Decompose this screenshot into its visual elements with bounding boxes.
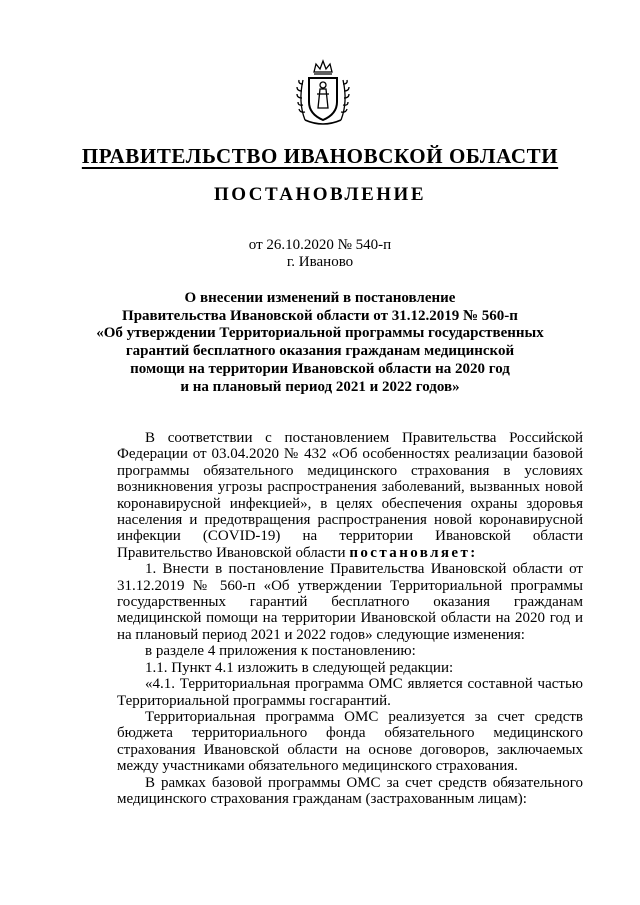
- heading-line: помощи на территории Ивановской области на 2020 год: [130, 360, 510, 377]
- heading-line: О внесении изменений в постановление: [184, 290, 456, 306]
- decree-word: постановляет:: [349, 544, 478, 561]
- body-paragraph: Территориальная программа ОМС реализуется за счет средств бюджета территориального фонда обязательного медицинского страхования Ивановской области на основе договоров, заключаемых между участниками обязательного медицинского страхования.: [117, 708, 583, 775]
- government-name: ПРАВИТЕЛЬСТВО ИВАНОВСКОЙ ОБЛАСТИ: [81, 144, 559, 168]
- date-and-number: от 26.10.2020 № 540-п: [248, 237, 392, 253]
- heading-line: и на плановый период 2021 и 2022 годов»: [180, 378, 460, 395]
- heading-line: «Об утверждении Территориальной программы государственных: [96, 325, 544, 342]
- document-type-title: ПОСТАНОВЛЕНИЕ: [213, 184, 427, 205]
- body-paragraph: В рамках базовой программы ОМС за счет средств обязательного медицинского страхования гражданам (застрахованным лицам):: [117, 774, 583, 807]
- issue-city: г. Иваново: [286, 254, 354, 270]
- heading-line: гарантий бесплатного оказания гражданам медицинской: [125, 343, 515, 360]
- document-meta: [0, 237, 640, 271]
- body-paragraph: 1.1. Пункт 4.1 изложить в следующей редакции:: [145, 659, 454, 676]
- document-body: [117, 430, 583, 807]
- heading-line: Правительства Ивановской области от 31.12.2019 № 560-п: [122, 307, 518, 324]
- body-paragraph: 1. Внести в постановление Правительства Ивановской области от 31.12.2019 № 560-п «Об утверждении Территориальной программы государственных гарантий бесплатного оказания гражданам медицинской помощи на территории Ивановской области на 2020 год и на плановый период 2021 и 2022 годов» следующие изменения:: [117, 561, 583, 643]
- document-heading: [60, 290, 580, 396]
- ivanovo-region-coat-of-arms-icon: [295, 58, 351, 128]
- body-paragraph: «4.1. Территориальная программа ОМС является составной частью Территориальной программы госгарантий.: [117, 676, 583, 709]
- body-paragraph: в разделе 4 приложения к постановлению:: [145, 643, 416, 660]
- preamble-paragraph: В соответствии с постановлением Правительства Российской Федерации от 03.04.2020 № 432 «Об особенностях реализации базовой программы обязательного медицинского страхования в условиях возникновения угрозы распространения заболеваний, вызванных новой коронавирусной инфекцией», в целях обеспечения охраны здоровья населения и предотвращения распространения новой коронавирусной инфекции (COVID-19) на территории Ивановской области Правительство Ивановской области постановляет:: [117, 430, 583, 561]
